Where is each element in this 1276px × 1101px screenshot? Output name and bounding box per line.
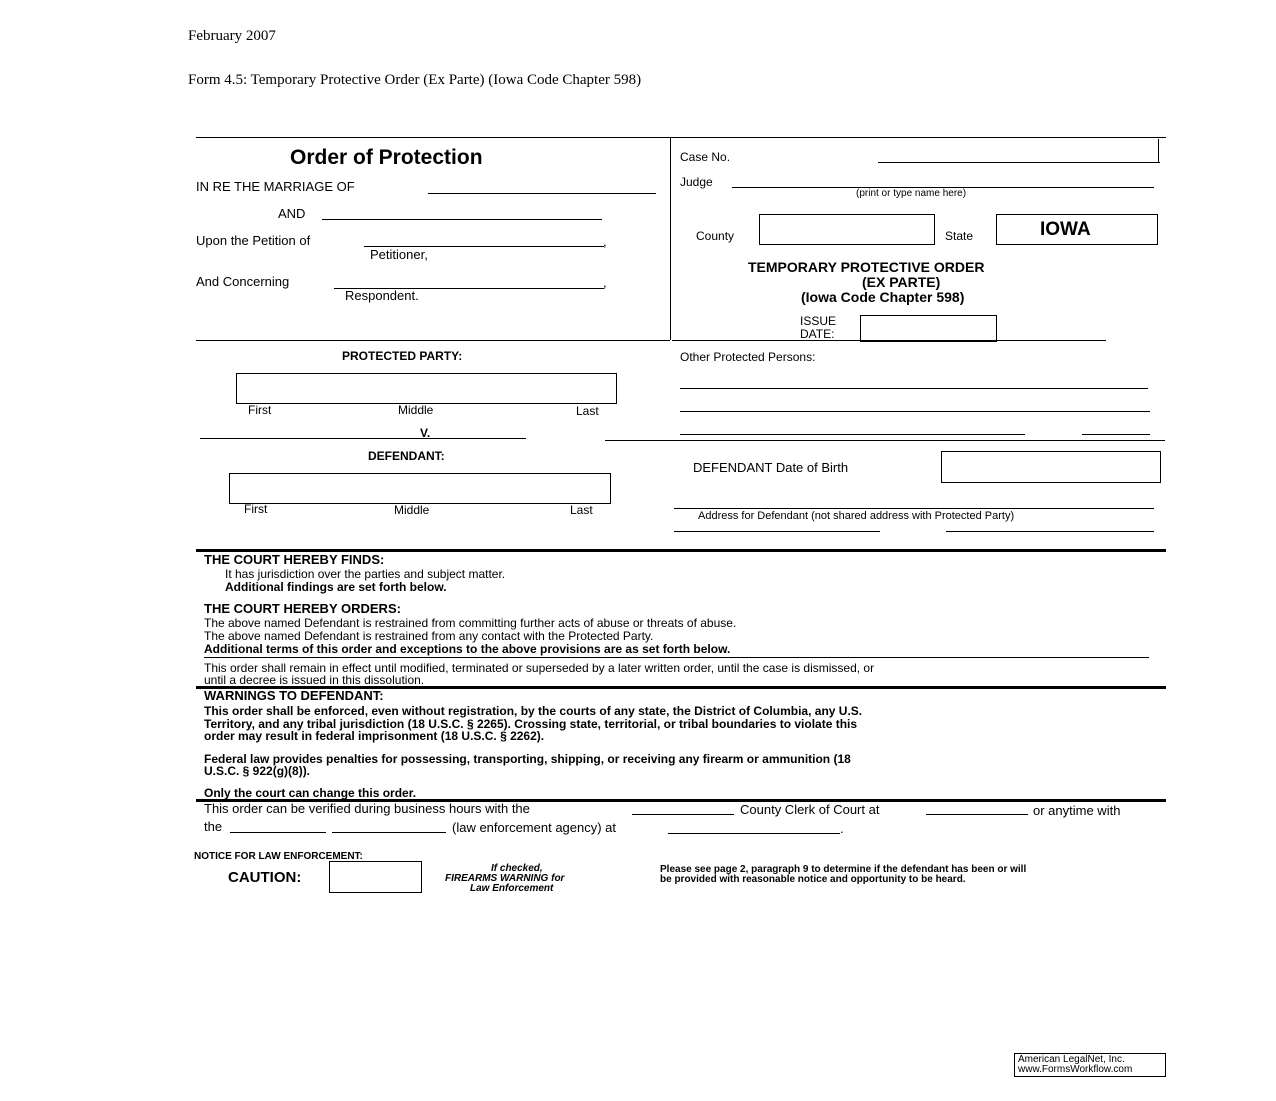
protected-middle-label: Middle [398,403,434,417]
order-type-line-1: TEMPORARY PROTECTIVE ORDER [748,259,985,275]
respondent-comma: , [603,275,607,290]
versus-label: V. [420,426,431,440]
order-title: Order of Protection [290,146,483,169]
document-date: February 2007 [188,28,276,44]
firearms-caption-3: Law Enforcement [470,883,554,894]
verify-period: . [840,821,844,836]
issue-label-1: ISSUE [800,314,837,328]
order-type-line-2: (EX PARTE) [862,274,941,290]
defendant-label: DEFENDANT: [368,449,445,463]
findings-line-1: It has jurisdiction over the parties and subject matter. [225,567,506,581]
state-value: IOWA [1040,219,1091,240]
other-protected-line-3a[interactable] [680,434,1025,435]
orders-divider [204,657,1149,658]
firearms-caption-2: FIREARMS WARNING for [445,873,565,884]
respondent-label: Respondent. [345,288,419,303]
firearms-warning-checkbox[interactable] [329,861,422,893]
defendant-dob-field[interactable] [941,451,1161,483]
in-re-label: IN RE THE MARRIAGE OF [196,179,355,194]
caution-label: CAUTION: [228,869,302,886]
versus-line-left [200,438,526,439]
orders-line-5: until a decree is issued in this dissolution. [204,673,425,687]
petitioner-label: Petitioner, [370,247,428,262]
protected-party-label: PROTECTED PARTY: [342,349,463,363]
defendant-address-label: Address for Defendant (not shared address with Protected Party) [698,510,1015,522]
other-protected-label: Other Protected Persons: [680,350,816,364]
orders-line-2: The above named Defendant is restrained from any contact with the Protected Party. [204,629,654,643]
state-label: State [945,229,974,243]
verify-agency-line-1[interactable] [230,832,326,833]
warnings-p1-line-2: Territory, and any tribal jurisdiction (18 U.S.C. § 2265). Crossing state, territorial, or tribal boundaries to violate this [204,717,858,731]
and-concerning-label: And Concerning [196,274,290,289]
publisher-name: American LegalNet, Inc. [1018,1054,1125,1065]
orders-heading: THE COURT HEREBY ORDERS: [204,601,401,616]
verify-agency-line-2[interactable] [332,832,446,833]
verify-agency-phone-line[interactable] [668,833,840,834]
upon-petition-label: Upon the Petition of [196,233,311,248]
defendant-first-label: First [244,502,268,516]
case-no-line[interactable] [878,162,1160,163]
warnings-p2-line-2: U.S.C. § 922(g)(8)). [204,764,311,778]
judge-hint: (print or type name here) [856,188,967,199]
warnings-p2-line-1: Federal law provides penalties for possessing, transporting, shipping, or receiving any firearm or ammunition (18 [204,752,851,766]
findings-line-2: Additional findings are set forth below. [225,580,447,594]
petitioner-comma: , [603,234,607,249]
defendant-address-line-2a[interactable] [674,531,880,532]
verify-county-line[interactable] [632,814,734,815]
verify-text-1c: or anytime with [1033,803,1121,818]
issue-label-2: DATE: [800,327,835,341]
orders-line-1: The above named Defendant is restrained from committing further acts of abuse or threats of abuse. [204,616,737,630]
and-line[interactable] [322,219,602,220]
defendant-address-line[interactable] [674,508,1154,509]
order-type-line-3: (Iowa Code Chapter 598) [801,289,965,305]
versus-line-right [605,440,1165,441]
defendant-address-line-2b[interactable] [946,531,1154,532]
defendant-middle-label: Middle [394,503,430,517]
publisher-url: www.FormsWorkflow.com [1018,1064,1133,1075]
defendant-dob-label: DEFENDANT Date of Birth [693,460,849,475]
findings-heading: THE COURT HEREBY FINDS: [204,552,385,567]
warnings-p3: Only the court can change this order. [204,786,417,800]
judge-label: Judge [680,175,713,189]
protected-last-label: Last [576,404,599,418]
orders-line-4: This order shall remain in effect until modified, terminated or superseded by a later written order, until the case is dismissed, or [204,661,875,675]
notice-label: NOTICE FOR LAW ENFORCEMENT: [194,851,363,862]
protected-party-name-field[interactable] [236,373,617,404]
warnings-p1-line-3: order may result in federal imprisonment (18 U.S.C. § 2262). [204,729,545,743]
notice-see-line-2: be provided with reasonable notice and opportunity to be heard. [660,874,966,885]
caption-top-rule [196,137,1166,138]
in-re-line[interactable] [428,193,656,194]
warnings-p1-line-1: This order shall be enforced, even without registration, by the courts of any state, the District of Columbia, any U.S. [204,704,863,718]
defendant-name-field[interactable] [229,473,611,504]
orders-line-3: Additional terms of this order and exceptions to the above provisions are as set forth below. [204,642,731,656]
defendant-last-label: Last [570,503,593,517]
issue-date-field[interactable] [860,315,997,342]
verify-text-1a: This order can be verified during business hours with the [204,801,530,816]
and-label: AND [278,206,306,221]
other-protected-line-1[interactable] [680,388,1148,389]
protected-first-label: First [248,403,272,417]
case-no-label: Case No. [680,150,731,164]
case-no-box-edge [1158,139,1159,163]
caption-bottom-rule-left [196,340,670,341]
verify-text-2a: the [204,819,223,834]
verify-text-2b: (law enforcement agency) at [452,820,617,835]
warnings-heading: WARNINGS TO DEFENDANT: [204,688,384,703]
notice-see-line-1: Please see page 2, paragraph 9 to determine if the defendant has been or will [660,864,1027,875]
other-protected-line-2[interactable] [680,411,1150,412]
other-protected-line-3b[interactable] [1082,434,1150,435]
verify-text-1b: County Clerk of Court at [740,802,880,817]
county-field[interactable] [759,214,935,245]
firearms-caption-1: If checked, [491,863,543,874]
county-label: County [696,229,735,243]
form-title: Form 4.5: Temporary Protective Order (Ex Parte) (Iowa Code Chapter 598) [188,72,642,88]
verify-phone-line[interactable] [926,814,1028,815]
caption-divider [670,137,671,340]
